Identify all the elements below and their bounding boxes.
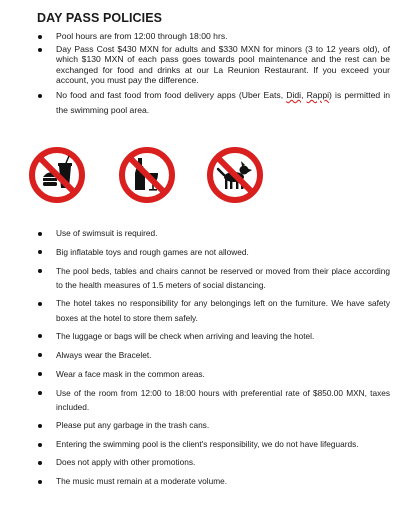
list-item: The hotel takes no responsibility for any belongings left on the furniture. We have safety boxes at the hotel to store them safely. xyxy=(35,296,390,325)
list-item: Wear a face mask in the common areas. xyxy=(35,367,390,382)
page-title: DAY PASS POLICIES xyxy=(37,11,163,25)
list-item: Big inflatable toys and rough games are not allowed. xyxy=(35,245,390,260)
delivery-apps-item xyxy=(35,88,390,118)
list-item: Use of swimsuit is required. xyxy=(35,226,390,241)
delivery-separator: , xyxy=(301,89,307,100)
bottom-policy-list xyxy=(35,226,390,493)
delivery-text-start: No food and fast food from food delivery apps (Uber Eats, xyxy=(56,89,287,100)
day-pass-cost-item: Day Pass Cost $430 MXN for adults and $330 MXN for minors (3 to 12 years old), of which $130 MXN of each pass goes towards pool maintenance and the rest can be exchanged for food and drinks at our La Reunion Restaurant. If you exceed your account, you must pay the difference. xyxy=(35,44,390,86)
no-alcohol-icon xyxy=(118,146,176,204)
prohibition-icons xyxy=(28,146,278,204)
list-item: Use of the room from 12:00 to 18:00 hours with preferential rate of $850.00 MXN, taxes included. xyxy=(35,386,390,415)
list-item: The music must remain at a moderate volume. xyxy=(35,474,390,489)
pool-hours-item: Pool hours are from 12:00 through 18:00 hrs. xyxy=(35,31,390,42)
list-item: The luggage or bags will be check when arriving and leaving the hotel. xyxy=(35,329,390,344)
didi-word: Didi xyxy=(286,89,302,100)
list-item: Does not apply with other promotions. xyxy=(35,455,390,470)
list-item: Entering the swimming pool is the client's responsibility, we do not have lifeguards. xyxy=(35,437,390,452)
delivery-text-end: ) is permitted in the swimming pool area. xyxy=(56,89,391,115)
list-item: The pool beds, tables and chairs cannot be reserved or moved from their place according to the health measures of 1.5 meters of social distancing. xyxy=(35,264,390,293)
no-dogs-icon xyxy=(206,146,264,204)
rappi-word: Rappi xyxy=(306,89,330,100)
top-policy-list xyxy=(35,31,390,120)
list-item: Please put any garbage in the trash cans. xyxy=(35,418,390,433)
no-food-icon xyxy=(28,146,86,204)
list-item: Always wear the Bracelet. xyxy=(35,348,390,363)
